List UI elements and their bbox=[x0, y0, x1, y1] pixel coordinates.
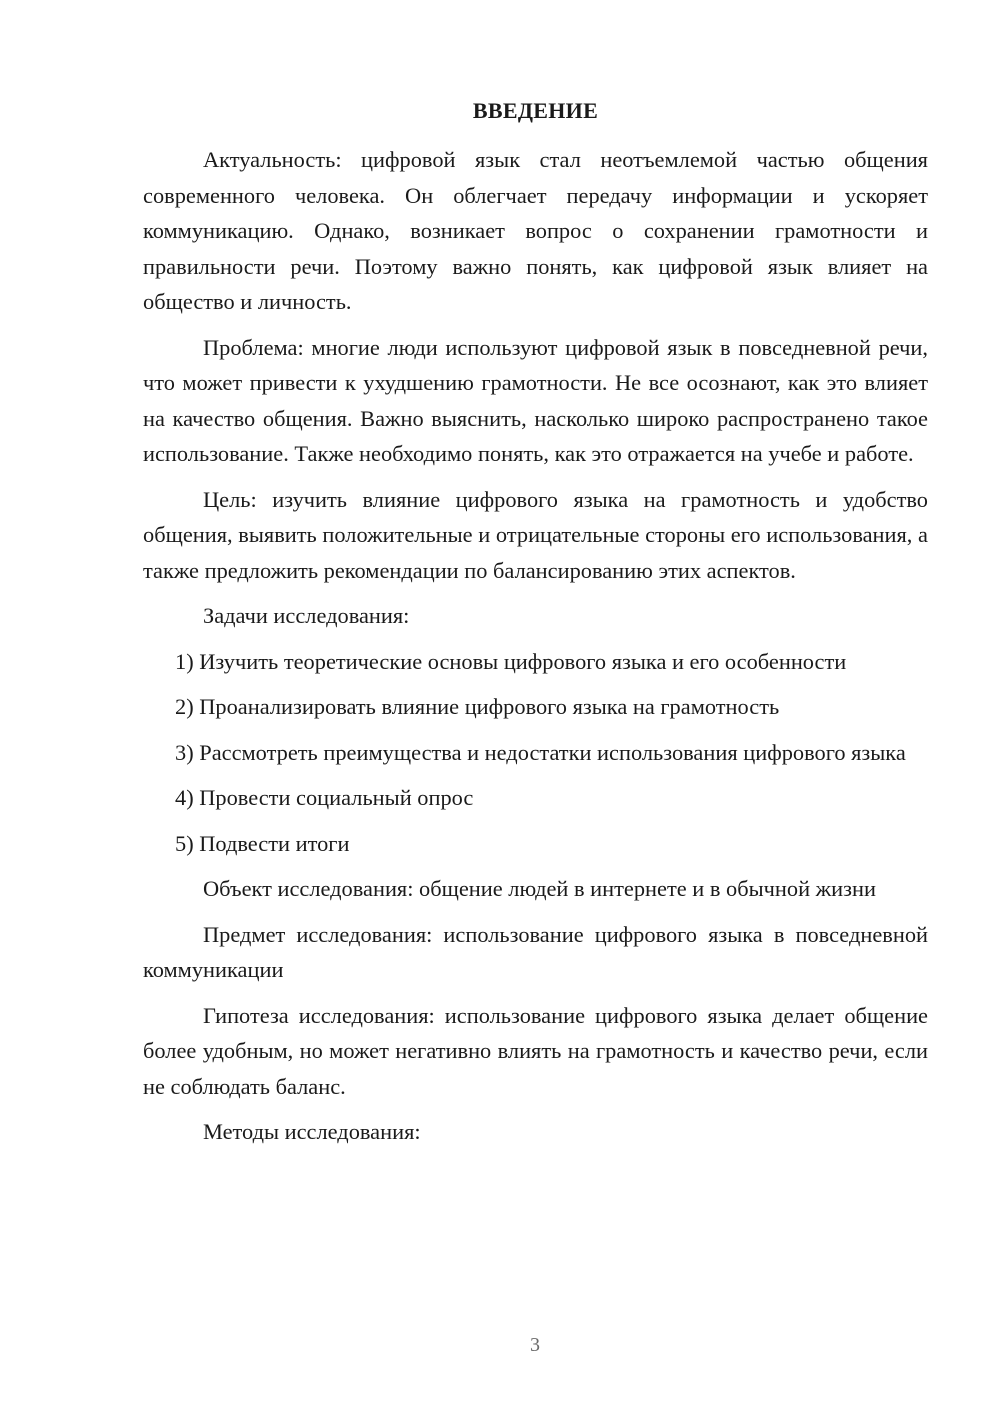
paragraph-goal: Цель: изучить влияние цифрового языка на грамотность и удобство общения, выявить положительные и отрицательные стороны его использования, а также предложить рекомендации по балансированию этих аспектов. bbox=[143, 486, 928, 583]
task-item: 5) Подвести итоги bbox=[175, 830, 350, 856]
paragraph-object: Объект исследования: общение людей в интернете и в обычной жизни bbox=[203, 876, 876, 901]
page-title: ВВЕДЕНИЕ bbox=[472, 98, 599, 123]
task-item: 1) Изучить теоретические основы цифрового языка и его особенности bbox=[175, 648, 847, 674]
task-item: 4) Провести социальный опрос bbox=[175, 785, 474, 810]
paragraph-hypothesis: Гипотеза исследования: использование цифрового языка делает общение более удобным, но может негативно влиять на грамотность и качество речи, если не соблюдать баланс. bbox=[143, 1002, 928, 1099]
paragraph-relevance: Актуальность: цифровой язык стал неотъемлемой частью общения современного человека. Он облегчает передачу информации и ускоряет коммуникацию. Однако, возникает вопрос о сохранении грамотности и правильности речи. Поэтому важно понять, как цифровой язык влияет на общество и личность. bbox=[143, 147, 928, 314]
paragraph-methods: Методы исследования: bbox=[203, 1119, 421, 1144]
task-item: 3) Рассмотреть преимущества и недостатки использования цифрового языка bbox=[175, 739, 906, 765]
paragraph-problem: Проблема: многие люди используют цифровой язык в повседневной речи, что может привести к ухудшению грамотности. Не все осознают, как это влияет на качество общения. Важно выяснить, насколько широко распространено такое использование. Также необходимо понять, как это отражается на учебе и работе. bbox=[143, 334, 928, 466]
paragraph-tasks-heading: Задачи исследования: bbox=[203, 603, 410, 628]
document-body bbox=[143, 142, 928, 1160]
paragraph-subject: Предмет исследования: использование цифрового языка в повседневной коммуникации bbox=[143, 921, 928, 982]
page-number: 3 bbox=[530, 1334, 540, 1356]
task-item: 2) Проанализировать влияние цифрового языка на грамотность bbox=[175, 694, 780, 719]
